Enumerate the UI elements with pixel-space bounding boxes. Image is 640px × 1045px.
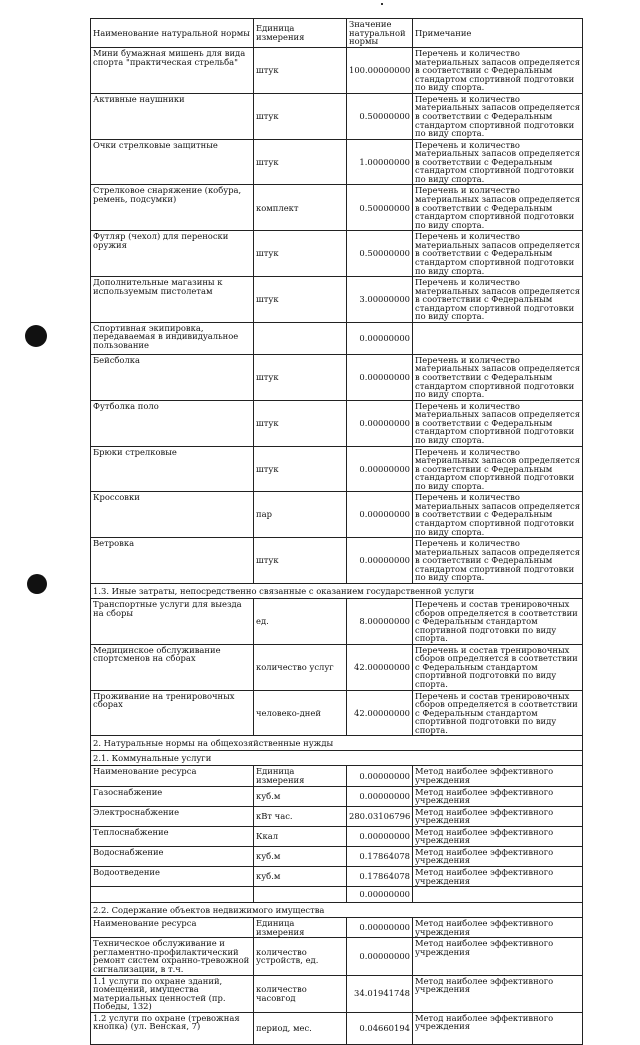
row-unit: Ккал [254, 826, 347, 846]
row-note: Перечень и количество материальных запасов определяется в соответствии с Федеральным стандартом спортивной подготовки по виду спорта. [413, 231, 583, 277]
table-row [91, 806, 583, 826]
row-name: Водоотведение [91, 867, 254, 887]
row-name: Футболка поло [91, 400, 254, 446]
row-note: Перечень и количество материальных запасов определяется в соответствии с Федеральным стандартом спортивной подготовки по виду спорта. [413, 354, 583, 400]
row-unit: количество часовгод [254, 975, 347, 1012]
row-note: Метод наиболее эффективного учреждения [413, 975, 583, 1012]
row-unit: штук [254, 93, 347, 139]
row-value: 100.00000000 [347, 48, 413, 94]
row-name: Наименование ресурса [91, 766, 254, 786]
header-row [91, 19, 583, 48]
header-name: Наименование натуральной нормы [91, 19, 254, 48]
row-note: Перечень и количество материальных запасов определяется в соответствии с Федеральным стандартом спортивной подготовки по виду спорта. [413, 492, 583, 538]
row-name: Активные наушники [91, 93, 254, 139]
scan-speck [381, 3, 383, 5]
row-note [413, 322, 583, 354]
header-value: Значение натуральной нормы [347, 19, 413, 48]
row-value: 0.00000000 [347, 938, 413, 975]
row-unit: штук [254, 354, 347, 400]
table-row [91, 492, 583, 538]
row-note: Перечень и количество материальных запасов определяется в соответствии с Федеральным стандартом спортивной подготовки по виду спорта. [413, 139, 583, 185]
norms-table [90, 18, 583, 1045]
row-value: 0.00000000 [347, 786, 413, 806]
row-unit: период, мес. [254, 1012, 347, 1044]
total-row [91, 887, 583, 903]
row-name: Футляр (чехол) для переноски оружия [91, 231, 254, 277]
row-value: 42.00000000 [347, 690, 413, 736]
row-unit: Единица измерения [254, 766, 347, 786]
row-note: Перечень и количество материальных запасов определяется в соответствии с Федеральным стандартом спортивной подготовки по виду спорта. [413, 400, 583, 446]
row-note: Метод наиболее эффективного учреждения [413, 938, 583, 975]
row-value: 8.00000000 [347, 598, 413, 644]
row-name: Спортивная экипировка, передаваемая в индивидуальное пользование [91, 322, 254, 354]
table-row [91, 690, 583, 736]
row-unit: количество устройств, ед. [254, 938, 347, 975]
row-value: 0.00000000 [347, 354, 413, 400]
table-row [91, 766, 583, 786]
row-name: Водоснабжение [91, 846, 254, 866]
section-2-label: 2. Натуральные нормы на общехозяйственные нужды [91, 736, 583, 751]
section-1-3 [91, 583, 583, 598]
row-note: Перечень и состав тренировочных сборов определяется в соответствии с Федеральным стандартом спортивной подготовки по виду спорта. [413, 598, 583, 644]
row-name: 1.1 услуги по охране зданий, помещений, имущества материальных ценностей (пр. Победы, 132) [91, 975, 254, 1012]
header-unit: Единица измерения [254, 19, 347, 48]
row-unit: куб.м [254, 846, 347, 866]
row-value: 0.00000000 [347, 492, 413, 538]
row-unit: куб.м [254, 867, 347, 887]
row-value: 0.50000000 [347, 185, 413, 231]
section-2-1-label: 2.1. Коммунальные услуги [91, 751, 583, 766]
row-value: 0.17864078 [347, 846, 413, 866]
table-row [91, 846, 583, 866]
row-value: 0.00000000 [347, 446, 413, 492]
section-2-1 [91, 751, 583, 766]
row-unit: куб.м [254, 786, 347, 806]
row-value: 0.00000000 [347, 400, 413, 446]
row-note: Перечень и количество материальных запасов определяется в соответствии с Федеральным стандартом спортивной подготовки по виду спорта. [413, 538, 583, 584]
row-name: Техническое обслуживание и регламентно-профилактический ремонт систем охранно-тревожной сигнализации, в т.ч. [91, 938, 254, 975]
table-row [91, 538, 583, 584]
table-row [91, 231, 583, 277]
punch-hole-top [25, 325, 47, 347]
table-row [91, 598, 583, 644]
table-row [91, 185, 583, 231]
row-note: Метод наиболее эффективного учреждения [413, 766, 583, 786]
row-value: 0.50000000 [347, 93, 413, 139]
table-row [91, 1012, 583, 1044]
row-note: Перечень и количество материальных запасов определяется в соответствии с Федеральным стандартом спортивной подготовки по виду спорта. [413, 48, 583, 94]
row-unit: штук [254, 48, 347, 94]
row-unit: штук [254, 446, 347, 492]
row-value: 42.00000000 [347, 644, 413, 690]
row-value: 0.00000000 [347, 887, 413, 903]
row-value: 0.00000000 [347, 826, 413, 846]
row-note: Перечень и количество материальных запасов определяется в соответствии с Федеральным стандартом спортивной подготовки по виду спорта. [413, 185, 583, 231]
row-value: 0.00000000 [347, 766, 413, 786]
table-row [91, 786, 583, 806]
row-unit [254, 322, 347, 354]
table-row [91, 277, 583, 323]
row-name: Мини бумажная мишень для вида спорта "практическая стрельба" [91, 48, 254, 94]
row-unit: пар [254, 492, 347, 538]
row-note: Метод наиболее эффективного учреждения [413, 867, 583, 887]
table-row [91, 139, 583, 185]
row-note: Метод наиболее эффективного учреждения [413, 826, 583, 846]
row-note: Метод наиболее эффективного учреждения [413, 1012, 583, 1044]
row-name: Медицинское обслуживание спортсменов на сборах [91, 644, 254, 690]
row-unit: Единица измерения [254, 918, 347, 938]
row-unit: человеко-дней [254, 690, 347, 736]
header-note: Примечание [413, 19, 583, 48]
row-note [413, 887, 583, 903]
row-value: 0.04660194 [347, 1012, 413, 1044]
row-name: Теплоснабжение [91, 826, 254, 846]
table-row [91, 867, 583, 887]
row-name: Стрелковое снаряжение (кобура, ремень, подсумки) [91, 185, 254, 231]
table-row [91, 938, 583, 975]
row-unit: кВт час. [254, 806, 347, 826]
equip-group-row [91, 322, 583, 354]
row-value: 0.00000000 [347, 538, 413, 584]
row-note: Перечень и количество материальных запасов определяется в соответствии с Федеральным стандартом спортивной подготовки по виду спорта. [413, 93, 583, 139]
row-name: Очки стрелковые защитные [91, 139, 254, 185]
row-note: Метод наиболее эффективного учреждения [413, 846, 583, 866]
table-row [91, 48, 583, 94]
table-row [91, 446, 583, 492]
row-unit: штук [254, 538, 347, 584]
row-name: Дополнительные магазины к используемым пистолетам [91, 277, 254, 323]
row-name: Ветровка [91, 538, 254, 584]
row-unit: комплект [254, 185, 347, 231]
row-value: 34.01941748 [347, 975, 413, 1012]
row-note: Перечень и количество материальных запасов определяется в соответствии с Федеральным стандартом спортивной подготовки по виду спорта. [413, 446, 583, 492]
row-value: 3.00000000 [347, 277, 413, 323]
row-name: Транспортные услуги для выезда на сборы [91, 598, 254, 644]
row-value: 0.17864078 [347, 867, 413, 887]
row-unit [254, 887, 347, 903]
row-name: Электроснабжение [91, 806, 254, 826]
row-unit: штук [254, 139, 347, 185]
section-1-3-label: 1.3. Иные затраты, непосредственно связанные с оказанием государственной услуги [91, 583, 583, 598]
row-name: Кроссовки [91, 492, 254, 538]
table-row [91, 354, 583, 400]
table-row [91, 826, 583, 846]
row-name: 1.2 услуги по охране (тревожная кнопка) (ул. Венская, 7) [91, 1012, 254, 1044]
row-unit: количество услуг [254, 644, 347, 690]
row-name: Проживание на тренировочных сборах [91, 690, 254, 736]
section-2-2-label: 2.2. Содержание объектов недвижимого имущества [91, 903, 583, 918]
table-row [91, 400, 583, 446]
row-name: Газоснабжение [91, 786, 254, 806]
row-note: Метод наиболее эффективного учреждения [413, 806, 583, 826]
row-note: Метод наиболее эффективного учреждения [413, 786, 583, 806]
row-note: Перечень и состав тренировочных сборов определяется в соответствии с Федеральным стандартом спортивной подготовки по виду спорта. [413, 644, 583, 690]
row-note: Перечень и количество материальных запасов определяется в соответствии с Федеральным стандартом спортивной подготовки по виду спорта. [413, 277, 583, 323]
row-unit: штук [254, 277, 347, 323]
row-value: 0.00000000 [347, 322, 413, 354]
punch-hole-bottom [27, 574, 47, 594]
row-unit: ед. [254, 598, 347, 644]
table-row [91, 644, 583, 690]
table-row [91, 93, 583, 139]
row-name: Брюки стрелковые [91, 446, 254, 492]
section-2 [91, 736, 583, 751]
table-row [91, 918, 583, 938]
table-row [91, 975, 583, 1012]
row-unit: штук [254, 400, 347, 446]
row-value: 280.03106796 [347, 806, 413, 826]
row-name [91, 887, 254, 903]
row-name: Бейсболка [91, 354, 254, 400]
row-note: Метод наиболее эффективного учреждения [413, 918, 583, 938]
row-name: Наименование ресурса [91, 918, 254, 938]
row-note: Перечень и состав тренировочных сборов определяется в соответствии с Федеральным стандартом спортивной подготовки по виду спорта. [413, 690, 583, 736]
row-value: 1.00000000 [347, 139, 413, 185]
row-value: 0.50000000 [347, 231, 413, 277]
row-unit: штук [254, 231, 347, 277]
row-value: 0.00000000 [347, 918, 413, 938]
